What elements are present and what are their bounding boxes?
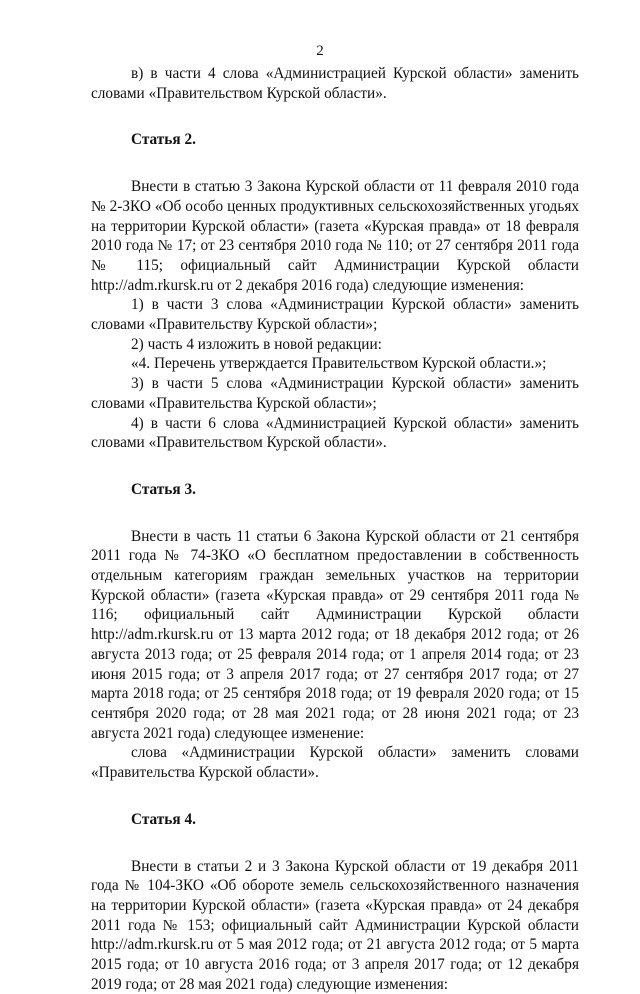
page-number: 2	[0, 42, 640, 61]
article-3-heading: Статья 3.	[91, 480, 579, 500]
article-2-item-3: 3) в части 5 слова «Администрации Курской области» заменить словами «Правительства Курской области»;	[91, 374, 579, 413]
document-body	[91, 64, 579, 994]
article-3-intro: Внести в часть 11 статьи 6 Закона Курской области от 21 сентября 2011 года № 74-ЗКО «О бесплатном предоставлении в собственность отдельным категориям граждан земельных участков на территории Курской области» (газета «Курская правда» от 29 сентября 2011 года № 116; официальный сайт Администрации Курской области http://adm.rkursk.ru от 13 марта 2012 года; от 18 декабря 2012 года; от 26 августа 2013 года; от 25 февраля 2014 года; от 1 апреля 2014 года; от 23 июня 2015 года; от 3 апреля 2017 года; от 27 сентября 2017 года; от 27 марта 2018 года; от 25 сентября 2018 года; от 19 февраля 2020 года; от 15 сентября 2020 года; от 28 мая 2021 года; от 28 июня 2021 года; от 23 августа 2021 года) следующее изменение:	[91, 527, 579, 744]
article-2-item-2-quote: «4. Перечень утверждается Правительством Курской области.»;	[91, 354, 579, 374]
article-4-intro: Внести в статьи 2 и 3 Закона Курской области от 19 декабря 2011 года № 104-ЗКО «Об обороте земель сельскохозяйственного назначения на территории Курской области» (газета «Курская правда» от 24 декабря 2011 года № 153; официальный сайт Администрации Курской области http://adm.rkursk.ru от 5 мая 2012 года; от 21 августа 2012 года; от 5 марта 2015 года; от 10 августа 2016 года; от 3 апреля 2017 года; от 12 декабря 2019 года; от 28 мая 2021 года) следующие изменения:	[91, 857, 579, 994]
article-2-item-4: 4) в части 6 слова «Администрацией Курской области» заменить словами «Правительством Курской области».	[91, 414, 579, 453]
article-2-heading: Статья 2.	[91, 130, 579, 150]
article-3-change: слова «Администрации Курской области» заменить словами «Правительства Курской области».	[91, 743, 579, 782]
article-4-heading: Статья 4.	[91, 810, 579, 830]
article-2-item-2: 2) часть 4 изложить в новой редакции:	[91, 335, 579, 355]
paragraph-part4-change: в) в части 4 слова «Администрацией Курской области» заменить словами «Правительством Курской области».	[91, 64, 579, 103]
article-2-intro: Внести в статью 3 Закона Курской области от 11 февраля 2010 года № 2-ЗКО «Об особо ценных продуктивных сельскохозяйственных угодьях на территории Курской области» (газета «Курская правда» от 18 февраля 2010 года № 17; от 23 сентября 2010 года № 110; от 27 сентября 2011 года № 115; официальный сайт Администрации Курской области http://adm.rkursk.ru от 2 декабря 2016 года) следующие изменения:	[91, 177, 579, 295]
article-2-item-1: 1) в части 3 слова «Администрации Курской области» заменить словами «Правительству Курской области»;	[91, 295, 579, 334]
